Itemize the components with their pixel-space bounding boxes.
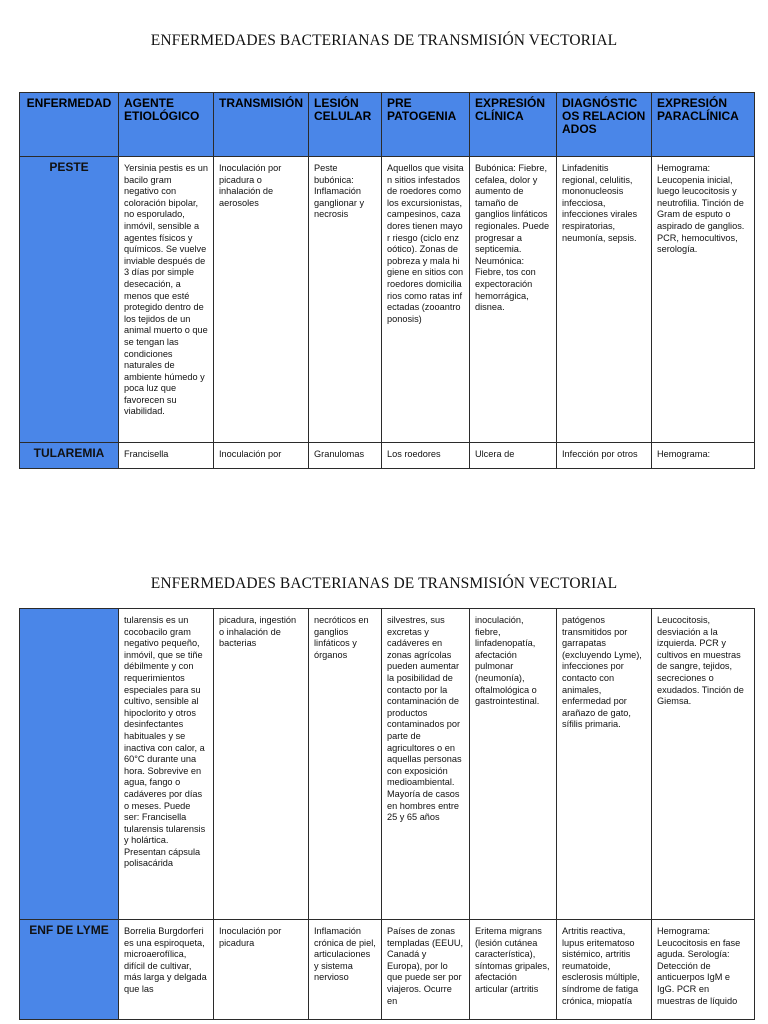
cell-lesion: Granulomas <box>309 443 382 469</box>
cell-clinica: Eritema migrans (lesión cutánea característica), síntomas gripales, afectación articular (artritis <box>470 920 557 1020</box>
cell-clinica: Bubónica: Fiebre, cefalea, dolor y aumento de tamaño de ganglios linfáticos regionales. Puede progresar a septicemia. Neumónica: Fiebre, tos con expectoración hemorrágica, disnea. <box>470 157 557 443</box>
cell-agente: Borrelia Burgdorferi es una espiroqueta, microaerofílica, difícil de cultivar, más larga y delgada que las <box>119 920 214 1020</box>
cell-clinica: Ulcera de <box>470 443 557 469</box>
header-transmision: TRANSMISIÓN <box>214 93 309 157</box>
cell-paraclinica: Hemograma: <box>652 443 755 469</box>
cell-diagnosticos: Infección por otros <box>557 443 652 469</box>
cell-diagnosticos: Linfadenitis regional, celulitis, mononucleosis infecciosa, infecciones virales respiratorias, neumonía, sepsis. <box>557 157 652 443</box>
disease-name-tularemia: TULAREMIA <box>20 443 119 469</box>
cell-transmision: picadura, ingestión o inhalación de bacterias <box>214 609 309 920</box>
header-enfermedad: ENFERMEDAD <box>20 93 119 157</box>
disease-table-1 <box>19 92 755 469</box>
cell-transmision: Inoculación por picadura o inhalación de aerosoles <box>214 157 309 443</box>
cell-lesion: Peste bubónica: Inflamación ganglionar y necrosis <box>309 157 382 443</box>
cell-paraclinica: Leucocitosis, desviación a la izquierda. PCR y cultivos en muestras de sangre, tejidos, secreciones o exudados. Tinción de Giemsa. <box>652 609 755 920</box>
disease-name-peste: PESTE <box>20 157 119 443</box>
cell-lesion: Inflamación crónica de piel, articulaciones y sistema nervioso <box>309 920 382 1020</box>
table-row-peste <box>20 157 755 443</box>
header-expresion-paraclinica: EXPRESIÓN PARACLÍNICA <box>652 93 755 157</box>
header-expresion-clinica: EXPRESIÓN CLÍNICA <box>470 93 557 157</box>
header-agente-etiologico: AGENTE ETIOLÓGICO <box>119 93 214 157</box>
cell-prepatogenia: Los roedores <box>382 443 470 469</box>
page-title-2: ENFERMEDADES BACTERIANAS DE TRANSMISIÓN VECTORIAL <box>150 575 618 592</box>
cell-lesion: necróticos en ganglios linfáticos y órganos <box>309 609 382 920</box>
cell-transmision: Inoculación por <box>214 443 309 469</box>
header-lesion-celular: LESIÓN CELULAR <box>309 93 382 157</box>
disease-name-lyme: ENF DE LYME <box>20 920 119 1020</box>
disease-table-2 <box>19 608 755 1020</box>
cell-agente: Yersinia pestis es un bacilo gram negativo con coloración bipolar, no esporulado, inmóvil, sensible a agentes físicos y químicos. Se vuelve inviable después de 3 días por simple desecación, a menos que esté protegido dentro de los tejidos de un animal muerto o que se tengan las condiciones naturales de ambiente húmedo y poca luz que favorecen su viabilidad. <box>119 157 214 443</box>
table-row-tularemia <box>20 443 755 469</box>
cell-transmision: Inoculación por picadura <box>214 920 309 1020</box>
header-pre-patogenia: PRE PATOGENIA <box>382 93 470 157</box>
disease-name-blank <box>20 609 119 920</box>
cell-clinica: inoculación, fiebre, linfadenopatía, afectación pulmonar (neumonía), oftalmológica o gastrointestinal. <box>470 609 557 920</box>
cell-prepatogenia: Aquellos que visitan sitios infestados de roedores como los excursionistas, campesinos, cazadores tienen mayor riesgo (ciclo enzoótico). Zonas de pobreza y mala higiene en sitios con roedores domiciliarios como ratas infectadas (zooantroponosis) <box>382 157 470 443</box>
page-title-1: ENFERMEDADES BACTERIANAS DE TRANSMISIÓN VECTORIAL <box>150 32 618 49</box>
table-row-lyme <box>20 920 755 1020</box>
cell-diagnosticos: patógenos transmitidos por garrapatas (excluyendo Lyme), infecciones por contacto con animales, enfermedad por arañazo de gato, sífilis primaria. <box>557 609 652 920</box>
cell-prepatogenia: silvestres, sus excretas y cadáveres en zonas agrícolas pueden aumentar la posibilidad de contacto por la contaminación de productos contaminados por parte de agricultores o en aquellas personas con exposición medioambiental. Mayoría de casos en hombres entre 25 y 65 años <box>382 609 470 920</box>
cell-paraclinica: Hemograma: Leucocitosis en fase aguda. Serología: Detección de anticuerpos IgM e IgG. PCR en muestras de líquido <box>652 920 755 1020</box>
cell-prepatogenia: Países de zonas templadas (EEUU, Canadá y Europa), por lo que puede ser por viajeros. Ocurre en <box>382 920 470 1020</box>
table-row-tularemia-cont <box>20 609 755 920</box>
cell-diagnosticos: Artritis reactiva, lupus eritematoso sistémico, artritis reumatoide, esclerosis múltiple, síndrome de fatiga crónica, miopatía <box>557 920 652 1020</box>
cell-agente: Francisella <box>119 443 214 469</box>
cell-paraclinica: Hemograma: Leucopenia inicial, luego leucocitosis y neutrofilia. Tinción de Gram de esputo o aspirado de ganglios. PCR, hemocultivos, serología. <box>652 157 755 443</box>
header-diagnosticos-relacionados: DIAGNÓSTICOS RELACIONADOS <box>557 93 652 157</box>
cell-agente: tularensis es un cocobacilo gram negativo pequeño, inmóvil, que se tiñe débilmente y con requerimientos especiales para su cultivo, sensible al hipoclorito y otros desinfectantes habituales y se inactiva con calor, a 60°C durante una hora. Sobrevive en agua, fango o cadáveres por días o meses. Puede ser: Francisella tularensis tularensis y holártica. Presentan cápsula polisacárida <box>119 609 214 920</box>
header-row <box>20 93 755 157</box>
